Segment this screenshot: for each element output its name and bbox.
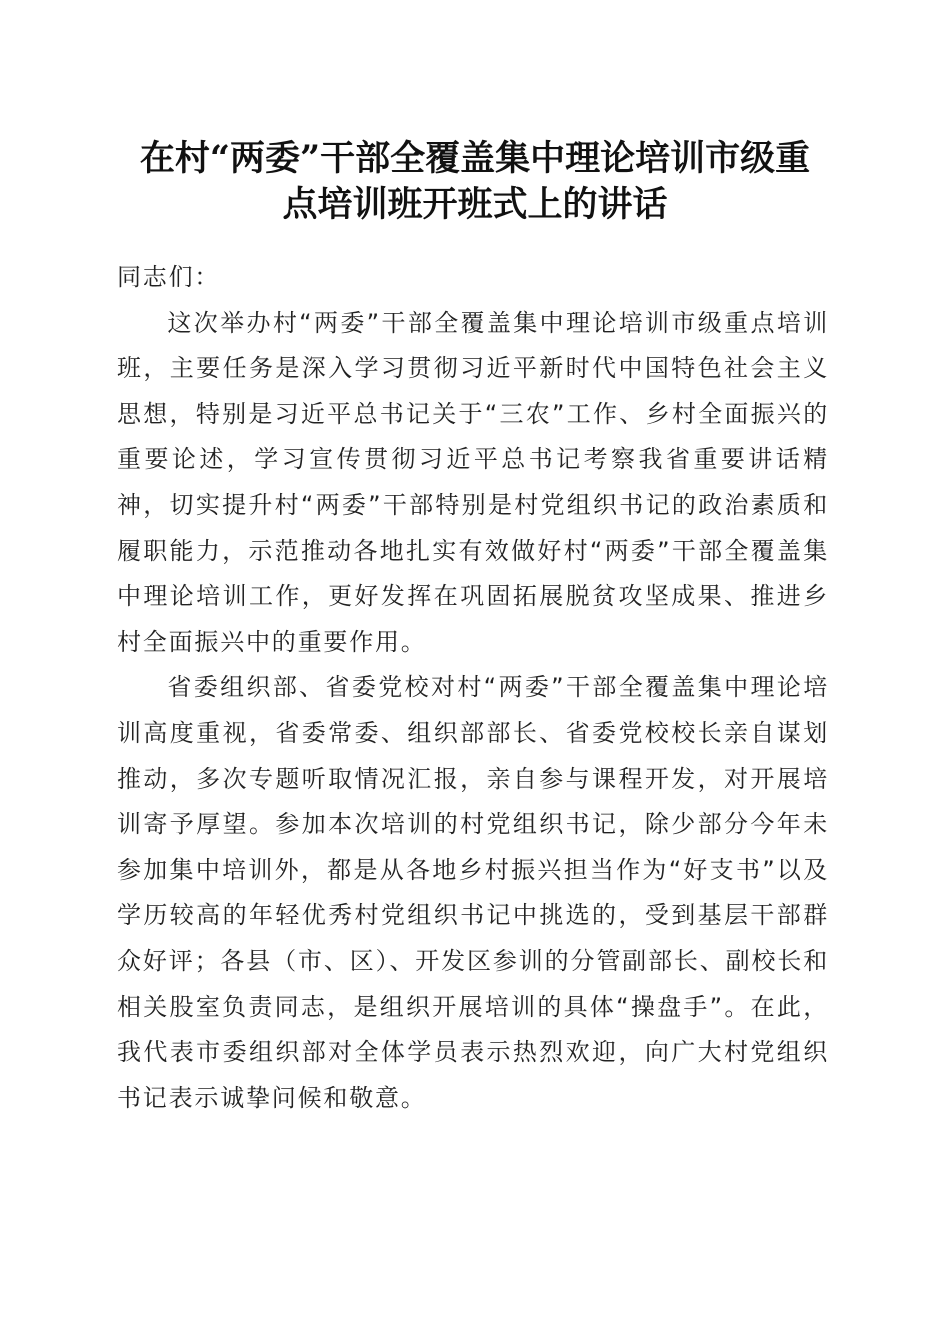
title-line-1: 在村“两委”干部全覆盖集中理论培训市级重 <box>139 138 811 179</box>
paragraph-1: 这次举办村“两委”干部全覆盖集中理论培训市级重点培训班，主要任务是深入学习贯彻习近平新时代中国特色社会主义思想，特别是习近平总书记关于“三农”工作、乡村全面振兴的重要论述，学习宣传贯彻习近平总书记考察我省重要讲话精神，切实提升村“两委”干部特别是村党组织书记的政治素质和履职能力，示范推动各地扎实有效做好村“两委”干部全覆盖集中理论培训工作，更好发挥在巩固拓展脱贫攻坚成果、推进乡村全面振兴中的重要作用。 <box>117 308 829 656</box>
paragraph-2: 省委组织部、省委党校对村“两委”干部全覆盖集中理论培训高度重视，省委常委、组织部部长、省委党校校长亲自谋划推动，多次专题听取情况汇报，亲自参与课程开发，对开展培训寄予厚望。参加本次培训的村党组织书记，除少部分今年未参加集中培训外，都是从各地乡村振兴担当作为“好支书”以及学历较高的年轻优秀村党组织书记中挑选的，受到基层干部群众好评；各县（市、区）、开发区参训的分管副部长、副校长和相关股室负责同志，是组织开展培训的具体“操盘手”。在此，我代表市委组织部对全体学员表示热烈欢迎，向广大村党组织书记表示诚挚问候和敬意。 <box>117 673 829 1112</box>
document-body <box>117 255 829 1121</box>
salutation: 同志们： <box>117 263 221 291</box>
title-line-2: 点培训班开班式上的讲话 <box>282 184 668 225</box>
document-title <box>100 136 850 228</box>
